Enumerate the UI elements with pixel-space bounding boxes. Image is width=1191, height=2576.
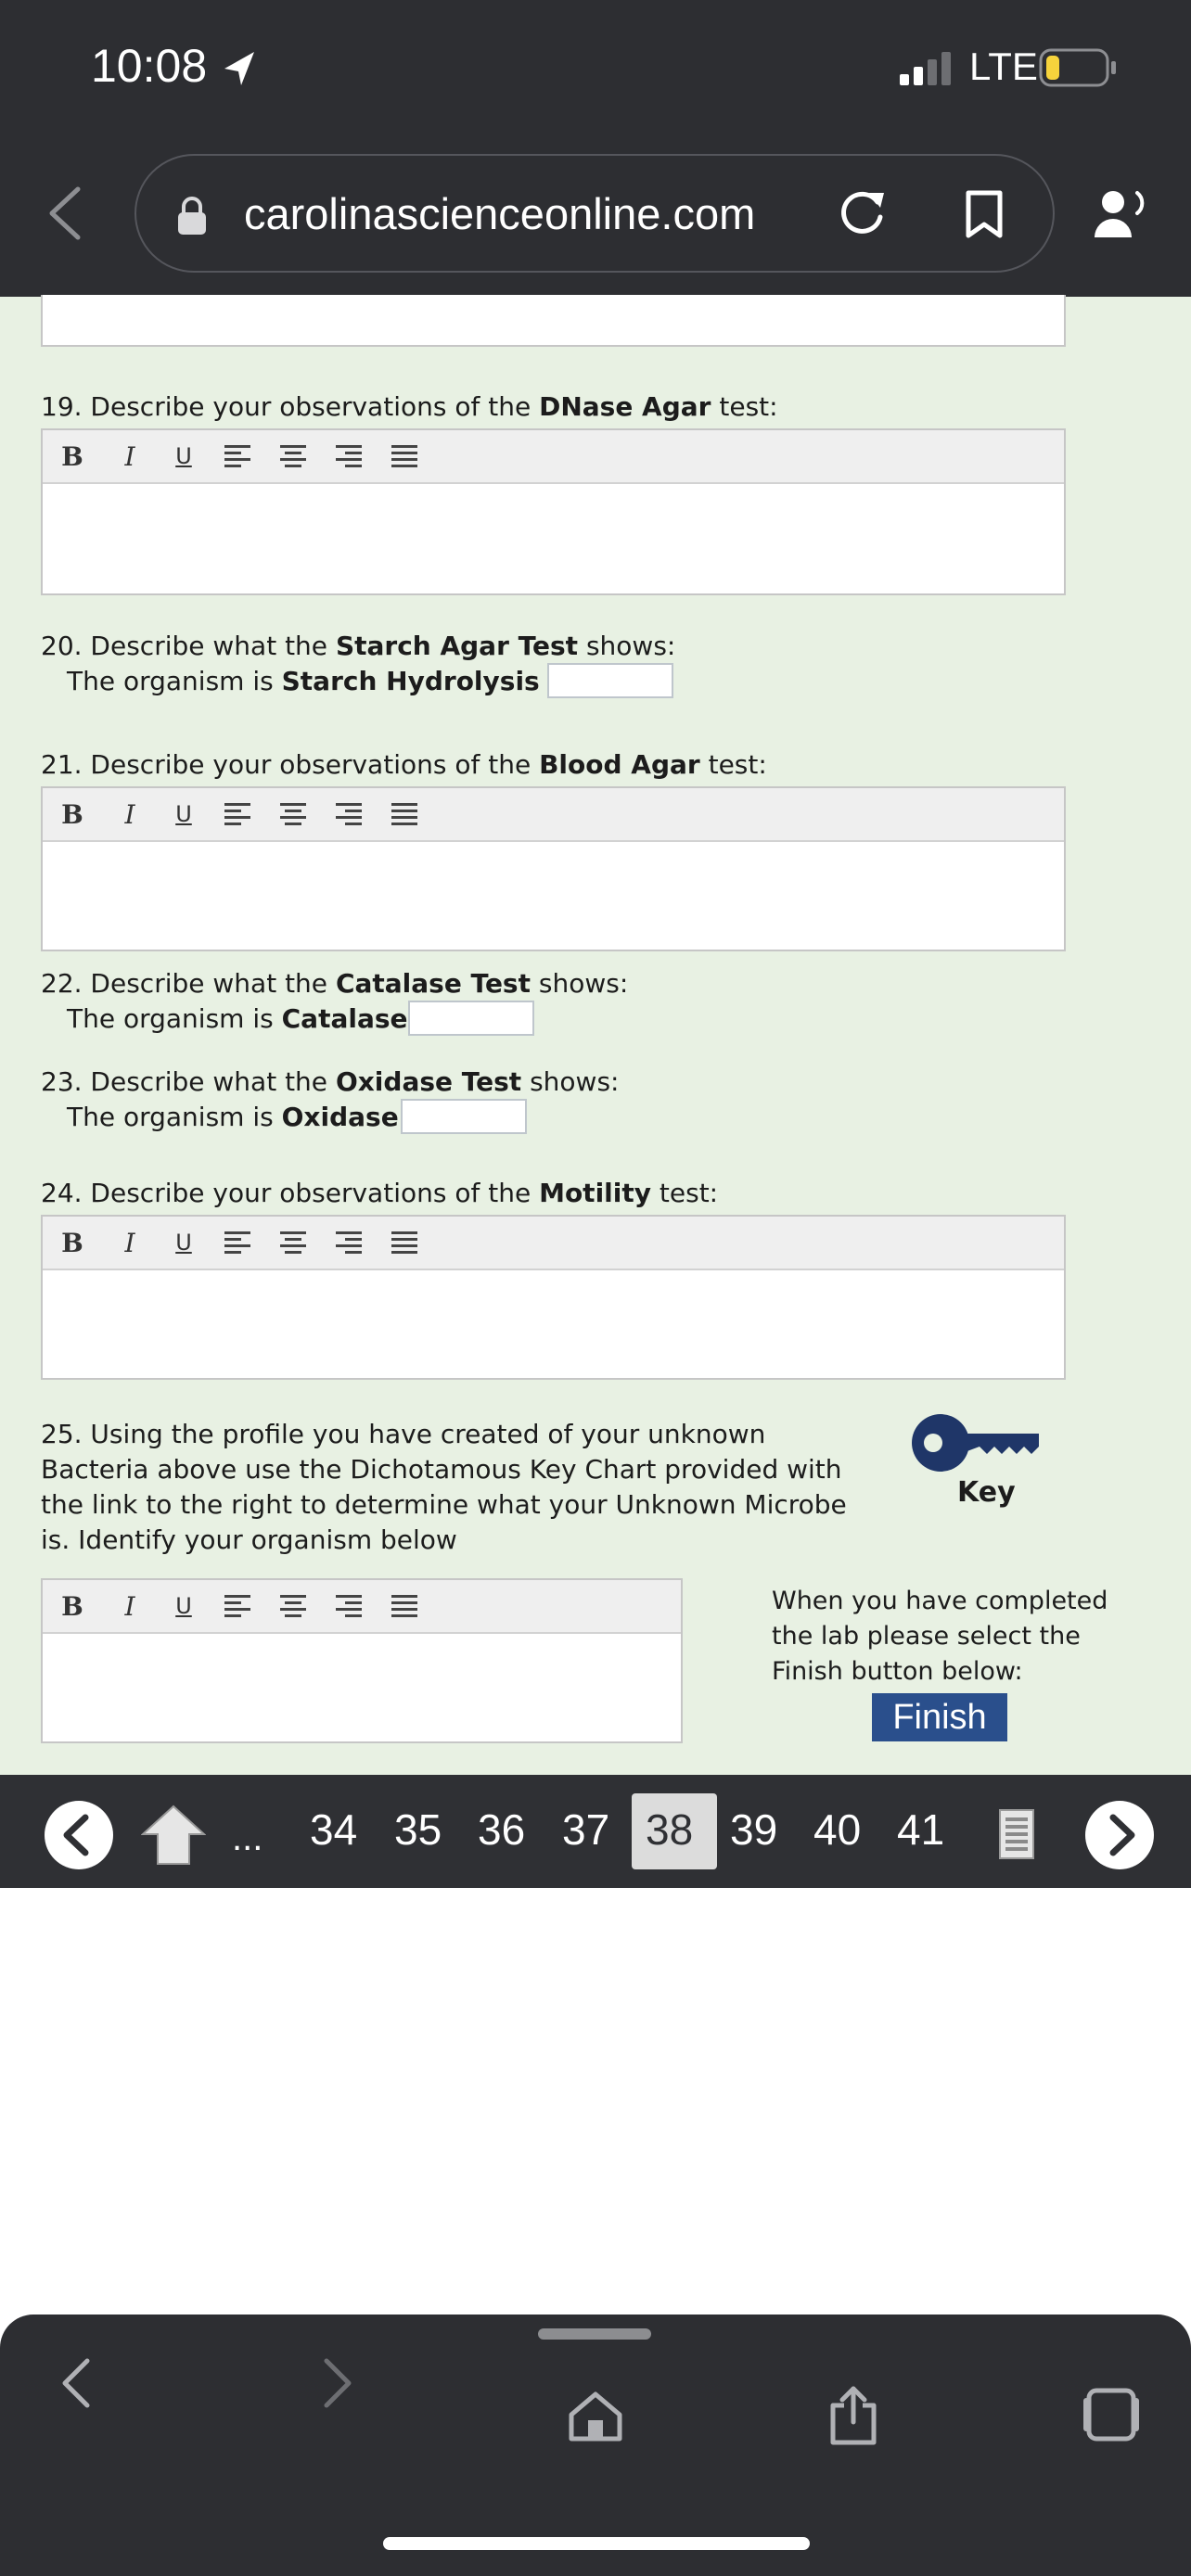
home-page-icon[interactable] [141,1804,206,1866]
question-20-answer-line: The organism is Starch Hydrolysis [67,666,540,696]
home-indicator [383,2537,810,2550]
key-link-label[interactable]: Key [957,1476,1016,1509]
align-center-icon[interactable] [280,445,306,469]
bold-button[interactable]: B [61,440,83,472]
align-left-icon[interactable] [224,803,250,827]
editor-toolbar [43,1580,681,1634]
underline-button[interactable]: U [175,443,192,469]
align-right-icon[interactable] [336,445,362,469]
align-center-icon[interactable] [280,803,306,827]
reload-icon[interactable] [836,185,890,239]
page-37[interactable]: 37 [562,1805,610,1854]
question-21: 21. Describe your observations of the Blood Agar test: [41,749,767,780]
lock-icon [176,195,208,236]
url-text[interactable]: carolinascienceonline.com [244,189,756,238]
bold-button[interactable]: B [61,1590,83,1622]
question-23-answer-line: The organism is Oxidase [67,1102,399,1132]
question-24: 24. Describe your observations of the Motility test: [41,1178,719,1208]
voice-reader-icon[interactable] [1093,185,1158,241]
page-38-current[interactable]: 38 [646,1805,694,1854]
align-center-icon[interactable] [280,1595,306,1619]
pager-ellipsis: ... [232,1817,263,1858]
q25-answer-editor[interactable] [41,1578,683,1743]
battery-icon [1039,48,1119,89]
align-left-icon[interactable] [224,445,250,469]
q21-answer-editor[interactable] [41,786,1066,951]
question-23: 23. Describe what the Oxidase Test shows: [41,1066,620,1097]
page-34[interactable]: 34 [310,1805,358,1854]
align-right-icon[interactable] [336,1595,362,1619]
back-icon[interactable] [58,2355,95,2411]
align-right-icon[interactable] [336,803,362,827]
editor-toolbar [43,430,1064,484]
page-35[interactable]: 35 [394,1805,442,1854]
starch-hydrolysis-input[interactable] [547,663,673,698]
justify-icon[interactable] [391,803,417,827]
question-22: 22. Describe what the Catalase Test shows: [41,968,629,999]
italic-button[interactable]: I [124,1227,135,1258]
align-center-icon[interactable] [280,1231,306,1256]
editor-toolbar [43,788,1064,842]
back-chevron-icon[interactable] [45,185,85,241]
status-time: 10:08 [91,40,208,92]
bold-button[interactable]: B [61,798,83,830]
underline-button[interactable]: U [175,1230,192,1256]
justify-icon[interactable] [391,445,417,469]
justify-icon[interactable] [391,1231,417,1256]
align-left-icon[interactable] [224,1595,250,1619]
justify-icon[interactable] [391,1595,417,1619]
location-arrow-icon [223,50,256,87]
previous-answer-editor[interactable] [41,295,1066,347]
forward-icon[interactable] [319,2355,356,2411]
page-list-icon[interactable] [998,1808,1035,1860]
bookmark-icon[interactable] [965,189,1004,239]
italic-button[interactable]: I [124,440,135,472]
page-39[interactable]: 39 [730,1805,778,1854]
align-left-icon[interactable] [224,1231,250,1256]
share-icon[interactable] [827,2385,879,2446]
q24-answer-editor[interactable] [41,1215,1066,1380]
page-36[interactable]: 36 [478,1805,526,1854]
previous-page-icon[interactable] [43,1799,115,1871]
question-19: 19. Describe your observations of the DNase Agar test: [41,391,778,422]
question-25: 25. Using the profile you have created of your unknown Bacteria above use the Dichotamous Key Chart provided with the link to the right to determine what your Unknown Microbe is. Identify your organism below [41,1419,847,1555]
signal-strength-icon [900,52,957,85]
italic-button[interactable]: I [124,798,135,830]
sheet-grabber[interactable] [538,2328,651,2340]
page-40[interactable]: 40 [813,1805,862,1854]
italic-button[interactable]: I [124,1590,135,1622]
question-20: 20. Describe what the Starch Agar Test shows: [41,631,676,661]
next-page-icon[interactable] [1083,1799,1156,1871]
underline-button[interactable]: U [175,1593,192,1619]
align-right-icon[interactable] [336,1231,362,1256]
finish-instructions: When you have completed the lab please select the Finish button below: [772,1587,1108,1686]
catalase-input[interactable] [408,1001,534,1036]
network-type: LTE [969,45,1038,88]
tabs-icon[interactable] [1082,2387,1141,2442]
q19-answer-editor[interactable] [41,428,1066,595]
question-22-answer-line: The organism is Catalase [67,1003,408,1034]
editor-toolbar [43,1217,1064,1270]
oxidase-input[interactable] [401,1099,527,1134]
finish-button[interactable]: Finish [872,1693,1007,1741]
bold-button[interactable]: B [61,1227,83,1258]
home-icon[interactable] [568,2391,623,2442]
page-41[interactable]: 41 [897,1805,945,1854]
key-icon[interactable] [911,1411,1041,1476]
underline-button[interactable]: U [175,801,192,827]
